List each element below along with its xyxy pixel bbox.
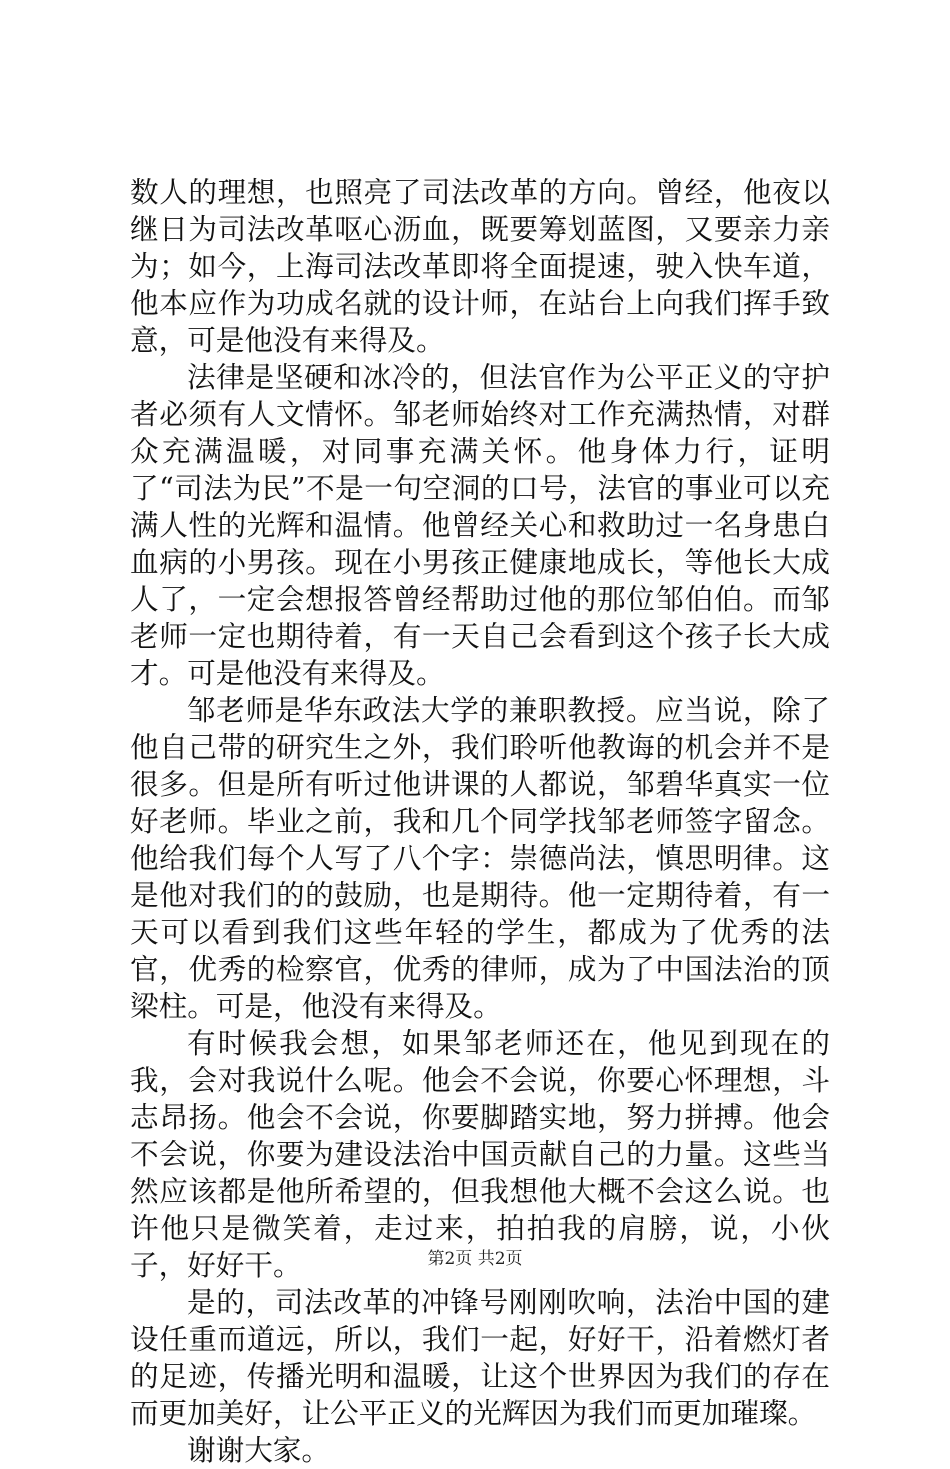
paragraph-6: 谢谢大家。 [187,1433,330,1467]
paragraph-4: 有时候我会想，如果邹老师还在，他见到现在的我，会对我说什么呢。他会不会说，你要心怀理想，斗志昂扬。他会不会说，你要脚踏实地，努力拼搏。他会不会说，你要为建设法治中国贡献自己的力量。这些当然应该都是他所希望的，但我想他大概不会这么说。也许他只是微笑着，走过来，拍拍我的肩膀，说，小伙子，好好干。 [130,1026,830,1282]
page-footer: 第2页 共2页 [427,1249,523,1269]
paragraph-5: 是的，司法改革的冲锋号刚刚吹响，法治中国的建设任重而道远，所以，我们一起，好好干，沿着燃灯者的足迹，传播光明和温暖，让这个世界因为我们的存在而更加美好，让公平正义的光辉因为我们而更加璀璨。 [130,1285,830,1430]
paragraph-2: 法律是坚硬和冰冷的，但法官作为公平正义的守护者必须有人文情怀。邹老师始终对工作充满热情，对群众充满温暖，对同事充满关怀。他身体力行，证明了“司法为民”不是一句空洞的口号，法官的事业可以充满人性的光辉和温情。他曾经关心和救助过一名身患白血病的小男孩。现在小男孩正健康地成长，等他长大成人了，一定会想报答曾经帮助过他的那位邹伯伯。而邹老师一定也期待着，有一天自己会看到这个孩子长大成才。可是他没有来得及。 [130,360,830,690]
paragraph-1: 数人的理想，也照亮了司法改革的方向。曾经，他夜以继日为司法改革呕心沥血，既要筹划蓝图，又要亲力亲为；如今，上海司法改革即将全面提速，驶入快车道，他本应作为功成名就的设计师，在站台上向我们挥手致意，可是他没有来得及。 [130,175,830,357]
paragraph-3: 邹老师是华东政法大学的兼职教授。应当说，除了他自己带的研究生之外，我们聆听他教诲的机会并不是很多。但是所有听过他讲课的人都说，邹碧华真实一位好老师。毕业之前，我和几个同学找邹老师签字留念。他给我们每个人写了八个字：崇德尚法，慎思明律。这是他对我们的的鼓励，也是期待。他一定期待着，有一天可以看到我们这些年轻的学生，都成为了优秀的法官，优秀的检察官，优秀的律师，成为了中国法治的顶梁柱。可是，他没有来得及。 [130,693,830,1023]
document-body [130,174,830,1469]
